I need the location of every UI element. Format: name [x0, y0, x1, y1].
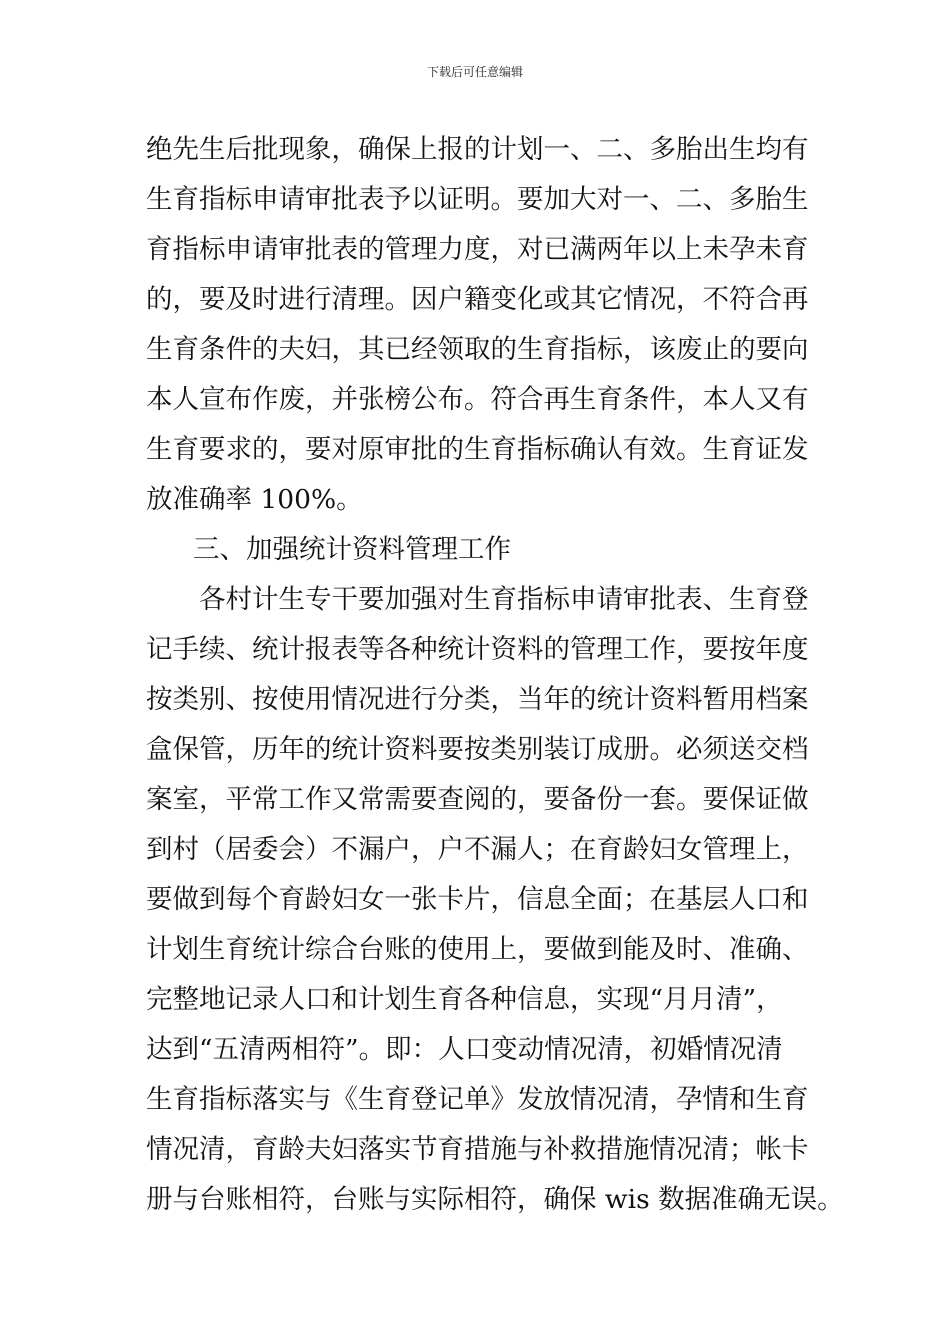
text-line: 放准确率 100%。 — [146, 484, 363, 515]
text-line: 生育条件的夫妇，其已经领取的生育指标，该废止的要向 — [146, 334, 809, 365]
text-line: 生育要求的，要对原审批的生育指标确认有效。生育证发 — [146, 434, 809, 465]
paragraph-first-line: 各村计生专干要加强对生育指标申请审批表、生育登 — [199, 584, 809, 615]
text-line: 的，要及时进行清理。因户籍变化或其它情况，不符合再 — [146, 284, 809, 315]
text-line: 生育指标申请审批表予以证明。要加大对一、二、多胎生 — [146, 184, 809, 215]
text-line: 按类别、按使用情况进行分类，当年的统计资料暂用档案 — [146, 684, 809, 715]
text-line: 本人宣布作废，并张榜公布。符合再生育条件，本人又有 — [146, 384, 809, 415]
text-line: 育指标申请审批表的管理力度，对已满两年以上未孕未育 — [146, 234, 809, 265]
text-line: 册与台账相符，台账与实际相符，确保 wis 数据准确无误。 — [146, 1184, 844, 1215]
text-line: 盒保管，历年的统计资料要按类别装订成册。必须送交档 — [146, 734, 809, 765]
text-line: 计划生育统计综合台账的使用上，要做到能及时、准确、 — [146, 934, 809, 965]
text-line: 案室，平常工作又常需要查阅的，要备份一套。要保证做 — [146, 784, 809, 815]
text-line: 情况清，育龄夫妇落实节育措施与补救措施情况清；帐卡 — [146, 1134, 809, 1165]
text-line: 完整地记录人口和计划生育各种信息，实现“月月清”， — [146, 984, 783, 1015]
text-line: 生育指标落实与《生育登记单》发放情况清，孕情和生育 — [146, 1084, 809, 1115]
text-line: 绝先生后批现象，确保上报的计划一、二、多胎出生均有 — [146, 134, 809, 165]
text-line: 达到“五清两相符”。即：人口变动情况清，初婚情况清 — [146, 1034, 783, 1065]
section-heading: 三、加强统计资料管理工作 — [193, 534, 511, 565]
text-line: 要做到每个育龄妇女一张卡片，信息全面；在基层人口和 — [146, 884, 809, 915]
page-header: 下载后可任意编辑 — [426, 65, 523, 79]
text-line: 到村（居委会）不漏户，户不漏人；在育龄妇女管理上， — [146, 834, 809, 865]
text-line: 记手续、统计报表等各种统计资料的管理工作，要按年度 — [146, 634, 809, 665]
